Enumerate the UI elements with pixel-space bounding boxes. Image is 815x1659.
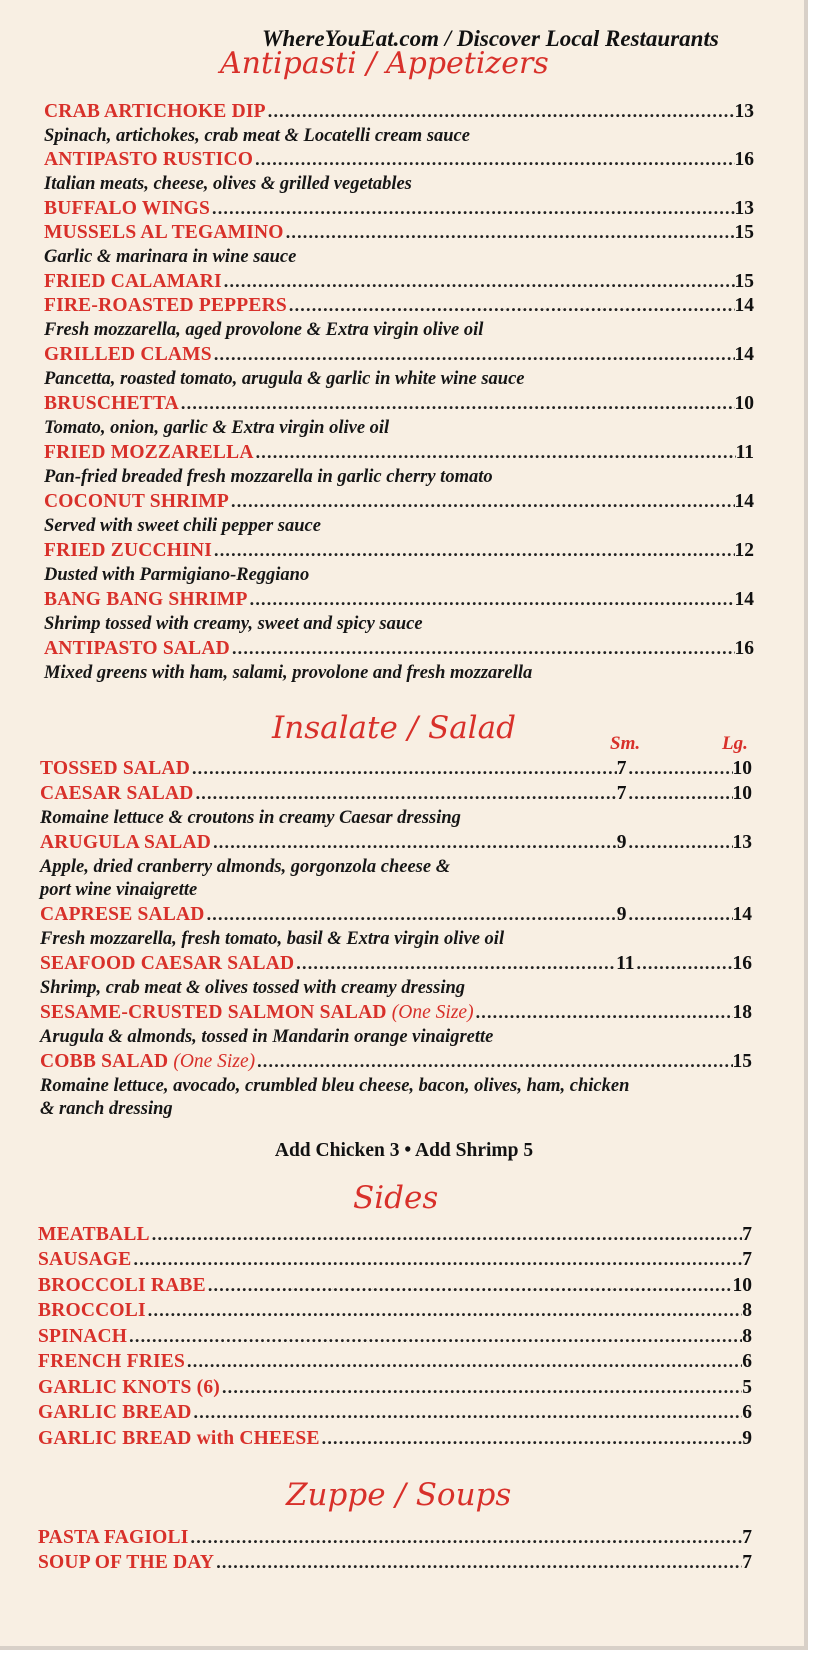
dot-leader — [212, 198, 734, 219]
dot-leader — [196, 783, 617, 804]
dot-leader — [222, 1377, 742, 1398]
item-description-cont: & ranch dressing — [40, 1099, 173, 1119]
item-description: Italian meats, cheese, olives & grilled vegetables — [44, 174, 412, 194]
dot-leader — [224, 271, 735, 292]
item-price-large: 13 — [732, 832, 752, 853]
dot-leader — [207, 904, 617, 925]
menu-item — [40, 832, 752, 854]
item-price: 7 — [742, 1527, 752, 1548]
dot-leader — [296, 953, 616, 974]
menu-item — [44, 222, 754, 244]
item-name: CRAB ARTICHOKE DIP — [44, 101, 266, 122]
menu-item — [38, 1275, 752, 1297]
menu-item — [44, 491, 754, 513]
dot-leader — [268, 101, 735, 122]
item-description: Spinach, artichokes, crab meat & Locatelli cream sauce — [44, 126, 470, 146]
menu-item — [44, 295, 754, 317]
menu-item — [40, 904, 752, 926]
item-description: Pan-fried breaded fresh mozzarella in garlic cherry tomato — [44, 467, 493, 487]
item-name: BUFFALO WINGS — [44, 198, 211, 219]
item-name: GARLIC BREAD — [38, 1402, 192, 1423]
dot-leader — [256, 442, 736, 463]
dot-leader — [129, 1326, 742, 1347]
item-price: 10 — [732, 1275, 752, 1296]
item-price: 15 — [734, 271, 754, 292]
item-price: 15 — [732, 1051, 752, 1072]
item-price-large: 16 — [732, 953, 752, 974]
dot-leader — [289, 295, 735, 316]
item-price: 14 — [734, 295, 754, 316]
item-price: 12 — [734, 540, 754, 561]
menu-item — [44, 540, 754, 562]
menu-item — [40, 1051, 752, 1073]
item-name: SPINACH — [38, 1326, 128, 1347]
item-price: 11 — [735, 442, 754, 463]
dot-leader — [213, 832, 617, 853]
item-name: ARUGULA SALAD — [40, 832, 212, 853]
antipasti-title: Antipasti / Appetizers — [220, 46, 549, 81]
menu-item — [44, 638, 754, 660]
menu-item — [38, 1249, 752, 1271]
menu-item — [44, 344, 754, 366]
watermark: WhereYouEat.com / Discover Local Restaurants — [262, 26, 719, 51]
menu-item — [44, 149, 754, 171]
menu-item — [38, 1326, 752, 1348]
item-price: 8 — [742, 1300, 752, 1321]
item-name: BANG BANG SHRIMP — [44, 589, 248, 610]
dot-leader — [134, 1249, 743, 1270]
dot-leader — [286, 222, 735, 243]
menu-item — [40, 783, 752, 805]
dot-leader — [257, 1051, 732, 1072]
item-description: Garlic & marinara in wine sauce — [44, 247, 297, 267]
item-price: 18 — [732, 1002, 752, 1023]
item-price: 16 — [734, 149, 754, 170]
dot-leader — [214, 344, 735, 365]
menu-item — [40, 758, 752, 780]
item-name: BRUSCHETTA — [44, 393, 179, 414]
item-name — [40, 1051, 255, 1073]
item-name: MUSSELS AL TEGAMINO — [44, 222, 284, 243]
item-price: 15 — [734, 222, 754, 243]
item-price: 14 — [734, 589, 754, 610]
item-price-large: 10 — [732, 783, 752, 804]
menu-item — [38, 1428, 752, 1450]
menu-item — [44, 271, 754, 293]
item-name: CAESAR SALAD — [40, 783, 194, 804]
item-price: 14 — [734, 344, 754, 365]
item-name: FRIED ZUCCHINI — [44, 540, 213, 561]
dot-leader — [191, 1527, 743, 1548]
dot-leader — [629, 758, 733, 779]
menu-item — [44, 101, 754, 123]
item-description: Fresh mozzarella, fresh tomato, basil & Extra virgin olive oil — [40, 929, 505, 949]
dot-leader — [629, 832, 733, 853]
item-description: Pancetta, roasted tomato, arugula & garlic in white wine sauce — [44, 369, 525, 389]
dot-leader — [255, 149, 734, 170]
dot-leader — [208, 1275, 733, 1296]
item-name: SOUP OF THE DAY — [38, 1552, 215, 1573]
menu-item — [40, 1002, 752, 1024]
item-price: 13 — [734, 101, 754, 122]
dot-leader — [216, 1552, 742, 1573]
item-price: 10 — [734, 393, 754, 414]
item-price-large: 14 — [732, 904, 752, 925]
item-description: Romaine lettuce & croutons in creamy Caesar dressing — [40, 808, 461, 828]
dot-leader — [322, 1428, 743, 1449]
item-name: SAUSAGE — [38, 1249, 132, 1270]
item-description: Mixed greens with ham, salami, provolone and fresh mozzarella — [44, 663, 533, 683]
item-name — [40, 1002, 474, 1024]
dot-leader — [250, 589, 735, 610]
item-name: GARLIC KNOTS (6) — [38, 1377, 220, 1398]
item-description: Fresh mozzarella, aged provolone & Extra virgin olive oil — [44, 320, 484, 340]
dot-leader — [148, 1300, 742, 1321]
dot-leader — [192, 758, 617, 779]
dot-leader — [214, 540, 734, 561]
item-name: GRILLED CLAMS — [44, 344, 212, 365]
item-description: Tomato, onion, garlic & Extra virgin olive oil — [44, 418, 390, 438]
dot-leader — [181, 393, 735, 414]
menu-item — [44, 198, 754, 220]
item-price-small: 11 — [616, 953, 635, 974]
item-name: BROCCOLI — [38, 1300, 146, 1321]
item-name: CAPRESE SALAD — [40, 904, 205, 925]
zuppe-title: Zuppe / Soups — [286, 1477, 512, 1513]
item-price: 7 — [742, 1552, 752, 1573]
item-price: 14 — [734, 491, 754, 512]
size-note: (One Size) — [173, 1051, 256, 1072]
item-name: SEAFOOD CAESAR SALAD — [40, 953, 295, 974]
item-price-small: 9 — [616, 832, 627, 853]
item-description: Romaine lettuce, avocado, crumbled bleu cheese, bacon, olives, ham, chicken — [40, 1076, 630, 1096]
dot-leader — [476, 1002, 733, 1023]
dot-leader — [187, 1351, 742, 1372]
item-name-text: COBB SALAD — [40, 1051, 169, 1072]
item-description: Shrimp tossed with creamy, sweet and spicy sauce — [44, 614, 423, 634]
item-price: 6 — [742, 1351, 752, 1372]
item-price-large: 10 — [732, 758, 752, 779]
menu-item — [40, 953, 752, 975]
item-name: ANTIPASTO RUSTICO — [44, 149, 254, 170]
menu-item — [38, 1402, 752, 1424]
dot-leader — [637, 953, 733, 974]
insalate-title: Insalate / Salad — [272, 710, 516, 746]
item-name-text: SESAME-CRUSTED SALMON SALAD — [40, 1002, 387, 1023]
item-name: GARLIC BREAD with CHEESE — [38, 1428, 320, 1449]
item-price: 7 — [742, 1224, 752, 1245]
dot-leader — [152, 1224, 742, 1245]
item-price-small: 7 — [616, 783, 627, 804]
dot-leader — [232, 638, 735, 659]
menu-item — [38, 1552, 752, 1574]
dot-leader — [231, 491, 735, 512]
item-description: Dusted with Parmigiano-Reggiano — [44, 565, 310, 585]
menu-item — [38, 1527, 752, 1549]
item-name: PASTA FAGIOLI — [38, 1527, 189, 1548]
item-price: 13 — [734, 198, 754, 219]
item-name: TOSSED SALAD — [40, 758, 190, 779]
item-price: 6 — [742, 1402, 752, 1423]
item-description: Apple, dried cranberry almonds, gorgonzola cheese & — [40, 857, 451, 877]
item-name: ANTIPASTO SALAD — [44, 638, 230, 659]
item-price-small: 7 — [616, 758, 627, 779]
item-price: 9 — [742, 1428, 752, 1449]
item-name: BROCCOLI RABE — [38, 1275, 206, 1296]
menu-item — [38, 1224, 752, 1246]
item-price: 16 — [734, 638, 754, 659]
item-description: Shrimp, crab meat & olives tossed with creamy dressing — [40, 978, 465, 998]
item-name: MEATBALL — [38, 1224, 150, 1245]
menu-item — [38, 1377, 752, 1399]
item-description: Arugula & almonds, tossed in Mandarin orange vinaigrette — [40, 1027, 494, 1047]
menu-item — [44, 442, 754, 464]
sides-title: Sides — [353, 1180, 439, 1216]
item-name: FRIED MOZZARELLA — [44, 442, 254, 463]
item-description: Served with sweet chili pepper sauce — [44, 516, 321, 536]
small-size-header: Sm. — [610, 733, 641, 754]
item-price: 5 — [742, 1377, 752, 1398]
dot-leader — [194, 1402, 743, 1423]
item-price: 7 — [742, 1249, 752, 1270]
item-price-small: 9 — [616, 904, 627, 925]
menu-item — [38, 1300, 752, 1322]
menu-item — [44, 393, 754, 415]
item-name: FRENCH FRIES — [38, 1351, 186, 1372]
item-description-cont: port wine vinaigrette — [40, 880, 198, 900]
item-price: 8 — [742, 1326, 752, 1347]
dot-leader — [629, 904, 733, 925]
menu-item — [44, 589, 754, 611]
large-size-header: Lg. — [722, 733, 748, 754]
item-name: FIRE-ROASTED PEPPERS — [44, 295, 287, 316]
dot-leader — [629, 783, 733, 804]
item-name: COCONUT SHRIMP — [44, 491, 229, 512]
salad-addons: Add Chicken 3 • Add Shrimp 5 — [274, 1140, 534, 1161]
item-name: FRIED CALAMARI — [44, 271, 222, 292]
size-note: (One Size) — [391, 1002, 474, 1023]
menu-item — [38, 1351, 752, 1373]
